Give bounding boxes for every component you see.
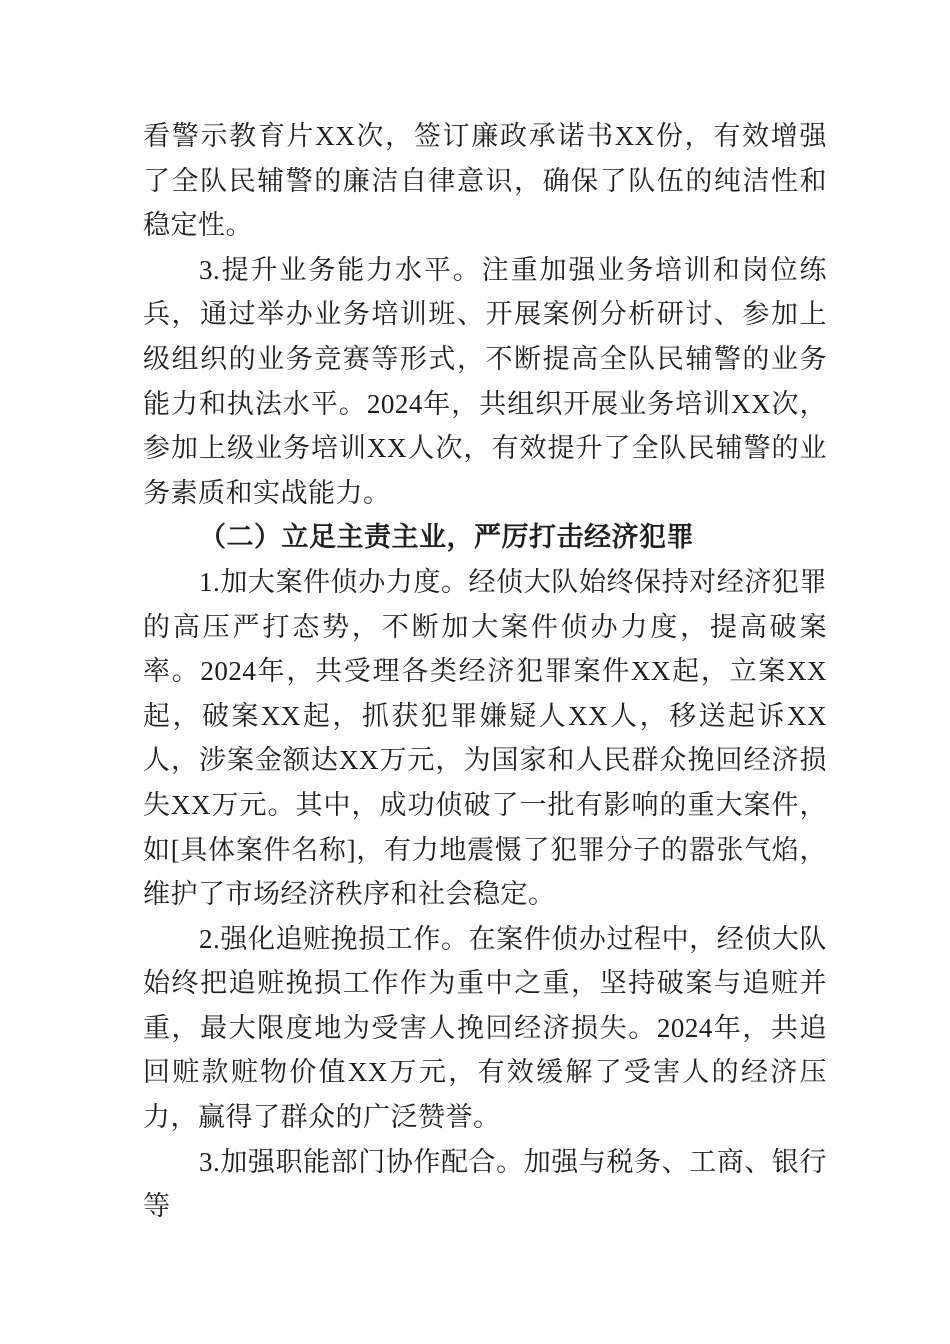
paragraph-item-2-asset-recovery: 2.强化追赃挽损工作。在案件侦办过程中，经侦大队始终把追赃挽损工作作为重中之重，坚持破案与追赃并重，最大限度地为受害人挽回经济损失。2024年，共追回赃款赃物价值XX万元，有效缓解了受害人的经济压力，赢得了群众的广泛赞誉。 [143,923,827,1133]
paragraph-item-3-skill-training: 3.提升业务能力水平。注重加强业务培训和岗位练兵，通过举办业务培训班、开展案例分析研讨、参加上级组织的业务竞赛等形式，不断提高全队民辅警的业务能力和执法水平。2024年，共组织开展业务培训XX次，参加上级业务培训XX人次，有效提升了全队民辅警的业务素质和实战能力。 [143,254,827,508]
paragraph-continuation-discipline: 看警示教育片XX次，签订廉政承诺书XX份，有效增强了全队民辅警的廉洁自律意识，确保了队伍的纯洁性和稳定性。 [143,121,827,241]
section-heading-two: （二）立足主责主业，严厉打击经济犯罪 [199,522,694,553]
paragraph-item-1-case-investigation: 1.加大案件侦办力度。经侦大队始终保持对经济犯罪的高压严打态势，不断加大案件侦办力度，提高破案率。2024年，共受理各类经济犯罪案件XX起，立案XX起，破案XX起，抓获犯罪嫌疑人XX人，移送起诉XX人，涉案金额达XX万元，为国家和人民群众挽回经济损失XX万元。其中，成功侦破了一批有影响的重大案件，如[具体案件名称]，有力地震慑了犯罪分子的嚣张气焰，维护了市场经济秩序和社会稳定。 [143,566,827,910]
paragraph-item-3-department-cooperation: 3.加强职能部门协作配合。加强与税务、工商、银行等 [143,1146,827,1222]
document-content [143,114,827,1229]
